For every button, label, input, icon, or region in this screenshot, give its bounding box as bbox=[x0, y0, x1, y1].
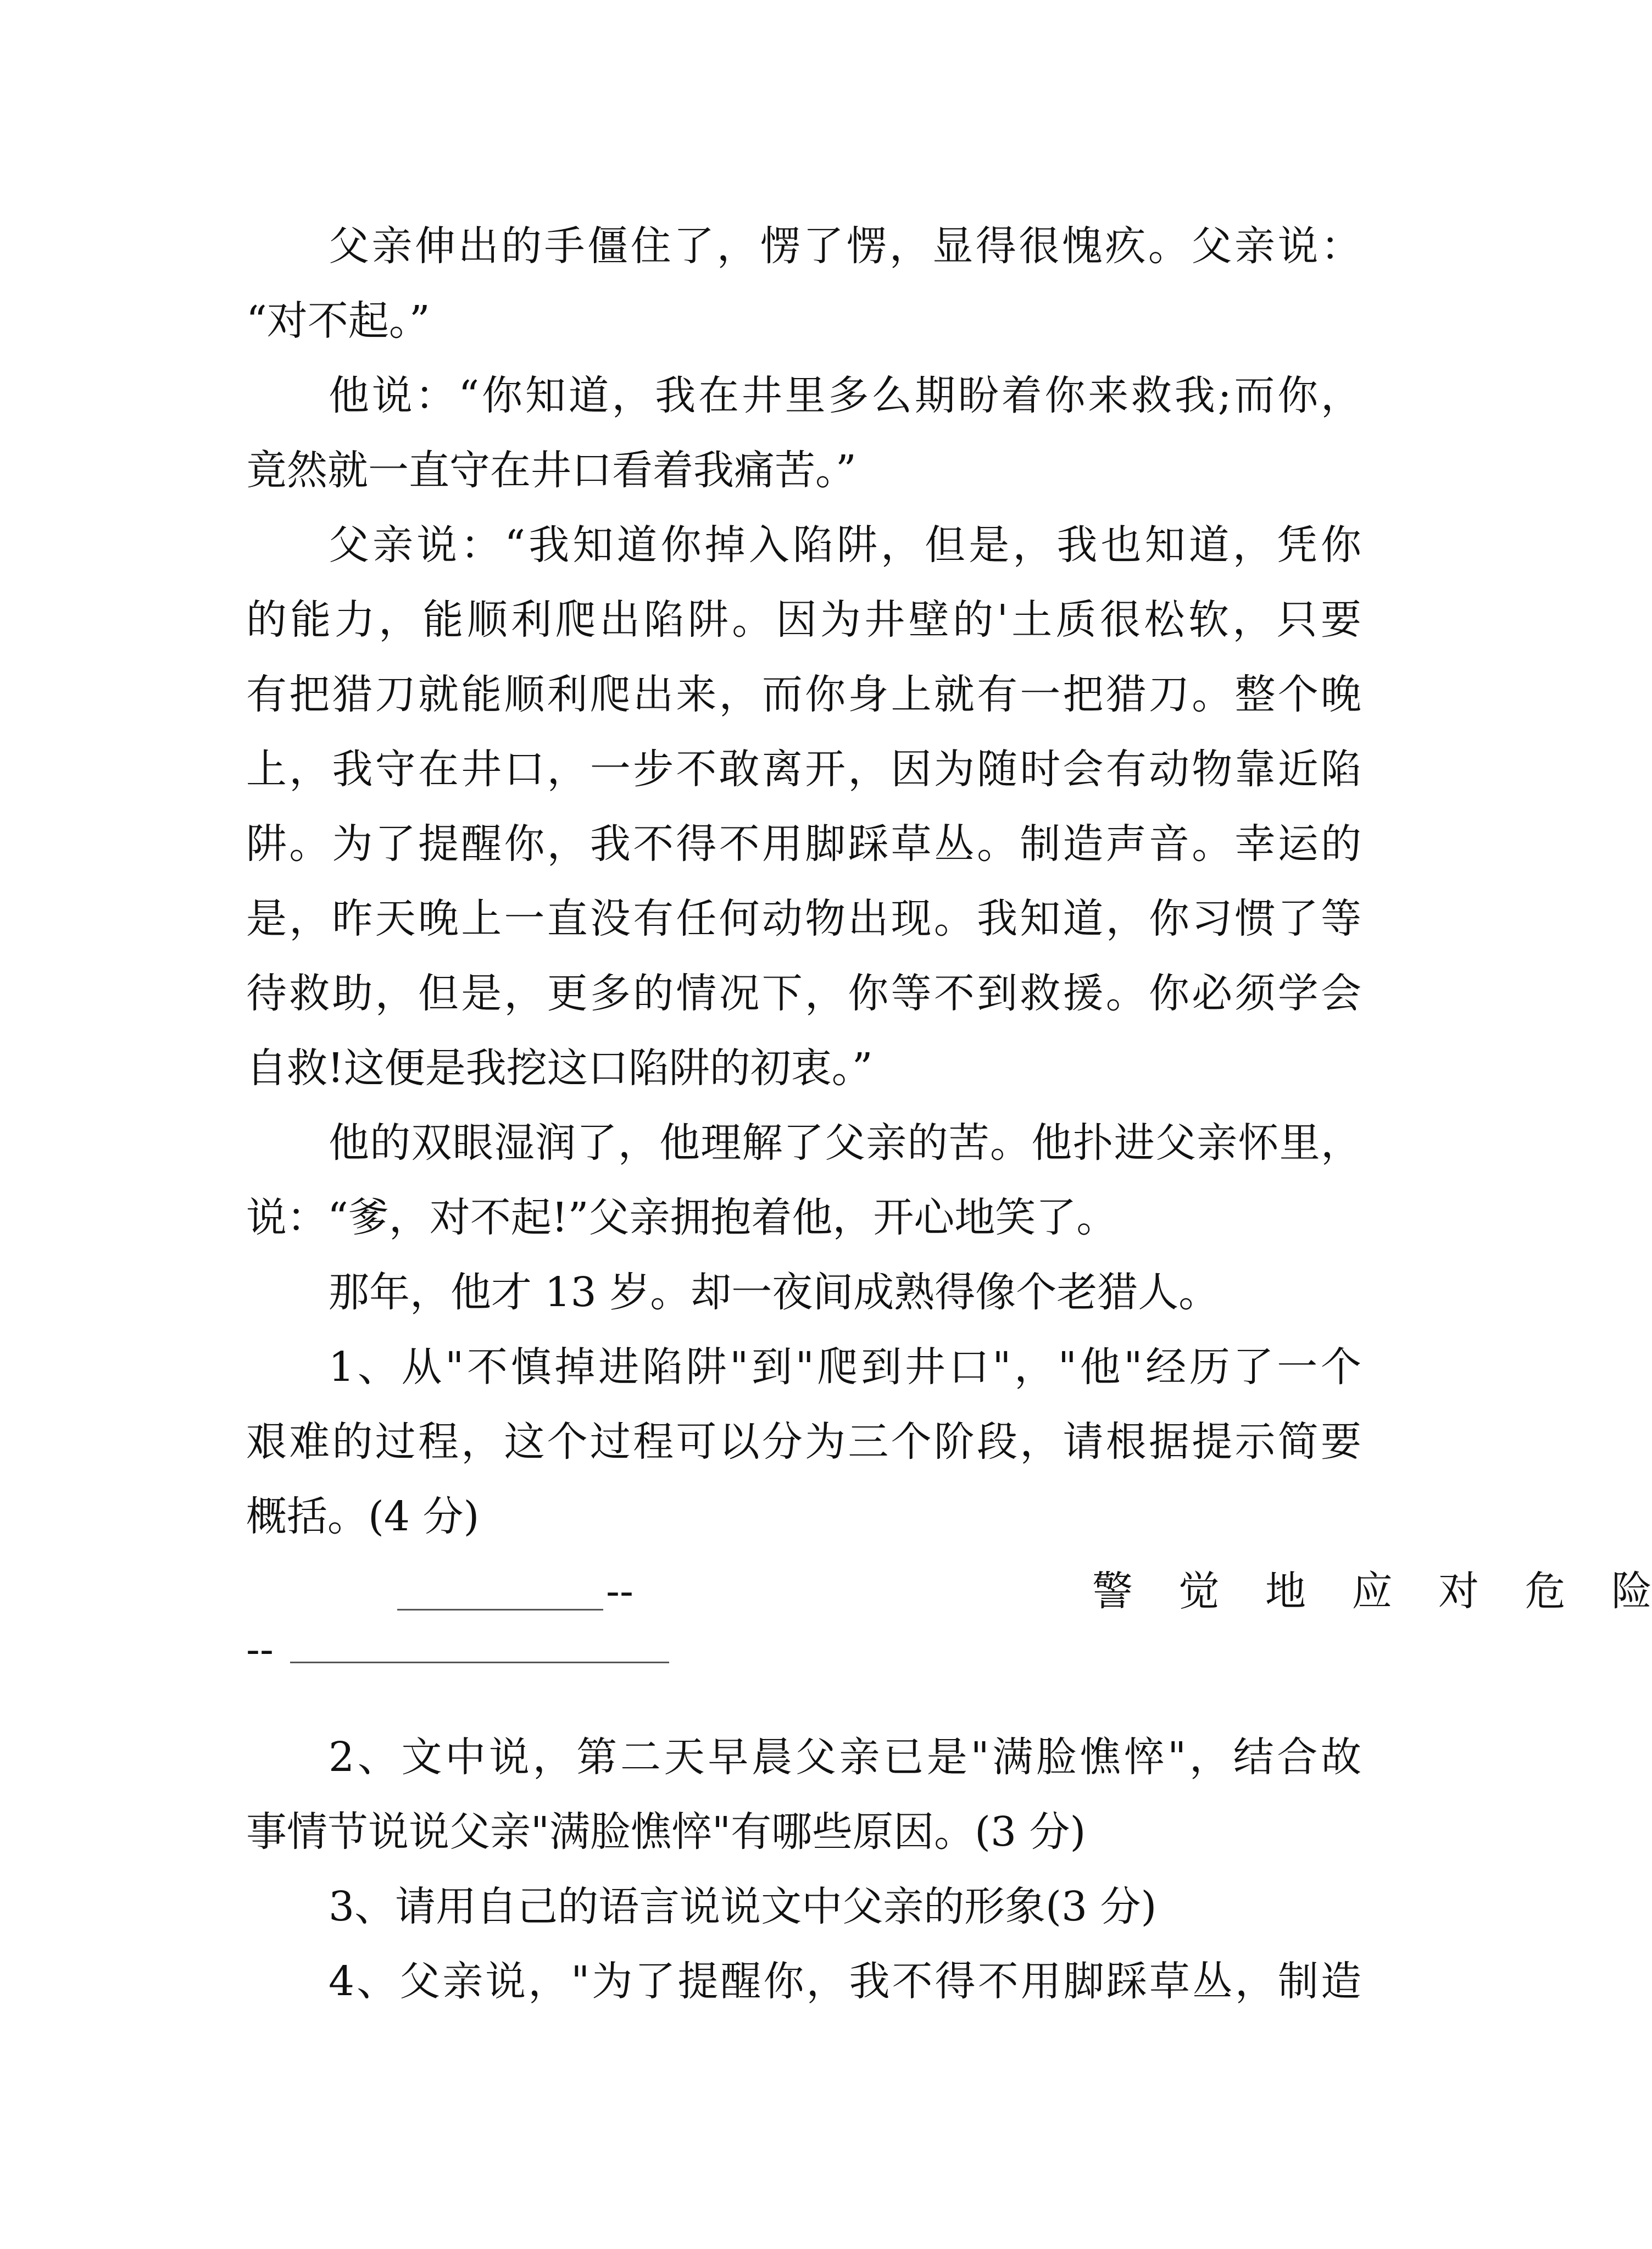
answer-hint: 警 觉 地 应 对 危 险 bbox=[1092, 1568, 1652, 1615]
answer-blank bbox=[290, 1662, 669, 1663]
answer-row-2 bbox=[246, 1626, 1361, 1703]
answer-blank bbox=[397, 1609, 603, 1611]
answer-row-1 bbox=[246, 1554, 1652, 1629]
paragraph-line: 阱。为了提醒你，我不得不用脚踩草丛。制造声音。幸运的 bbox=[246, 820, 1361, 868]
paragraph-line: 自救!这便是我挖这口陷阱的初衷。” bbox=[246, 1045, 873, 1092]
paragraph-line: 说：“爹，对不起!”父亲拥抱着他，开心地笑了。 bbox=[246, 1194, 1117, 1241]
answer-dash: -- bbox=[606, 1568, 634, 1615]
question-2-line: 事情节说说父亲"满脸憔悴"有哪些原因。(3 分) bbox=[246, 1808, 1086, 1856]
paragraph-line: 的能力，能顺利爬出陷阱。因为井壁的'土质很松软，只要 bbox=[246, 596, 1361, 643]
document-page bbox=[246, 209, 1652, 2019]
paragraph-line: 父亲说：“我知道你掉入陷阱，但是，我也知道，凭你 bbox=[329, 521, 1361, 569]
question-2-line: 2、文中说，第二天早晨父亲已是"满脸憔悴"，结合故 bbox=[329, 1734, 1361, 1781]
question-1-line: 艰难的过程，这个过程可以分为三个阶段，请根据提示简要 bbox=[246, 1418, 1361, 1465]
question-1-line: 1、从"不慎掉进陷阱"到"爬到井口"，"他"经历了一个 bbox=[329, 1343, 1361, 1391]
paragraph-line: “对不起。” bbox=[246, 297, 430, 345]
paragraph-line: 那年，他才 13 岁。却一夜间成熟得像个老猎人。 bbox=[329, 1269, 1220, 1316]
paragraph-line: 上，我守在井口，一步不敢离开，因为随时会有动物靠近陷 bbox=[246, 746, 1361, 793]
paragraph-line: 他说：“你知道，我在井里多么期盼着你来救我;而你， bbox=[329, 372, 1361, 419]
paragraph-line: 有把猎刀就能顺利爬出来，而你身上就有一把猎刀。整个晚 bbox=[246, 671, 1361, 718]
answer-dash: -- bbox=[246, 1626, 274, 1673]
paragraph-line: 父亲伸出的手僵住了，愣了愣，显得很愧疚。父亲说： bbox=[329, 223, 1361, 270]
question-3-line: 3、请用自己的语言说说文中父亲的形象(3 分) bbox=[329, 1883, 1157, 1930]
question-1-line: 概括。(4 分) bbox=[246, 1493, 480, 1540]
paragraph-line: 他的双眼湿润了，他理解了父亲的苦。他扑进父亲怀里， bbox=[329, 1119, 1361, 1167]
paragraph-line: 竟然就一直守在井口看着我痛苦。” bbox=[246, 447, 856, 494]
paragraph-line: 待救助，但是，更多的情况下，你等不到救援。你必须学会 bbox=[246, 970, 1361, 1017]
paragraph-line: 是，昨天晚上一直没有任何动物出现。我知道，你习惯了等 bbox=[246, 895, 1361, 942]
question-4-line: 4、父亲说，"为了提醒你，我不得不用脚踩草丛，制造 bbox=[329, 1958, 1361, 2005]
